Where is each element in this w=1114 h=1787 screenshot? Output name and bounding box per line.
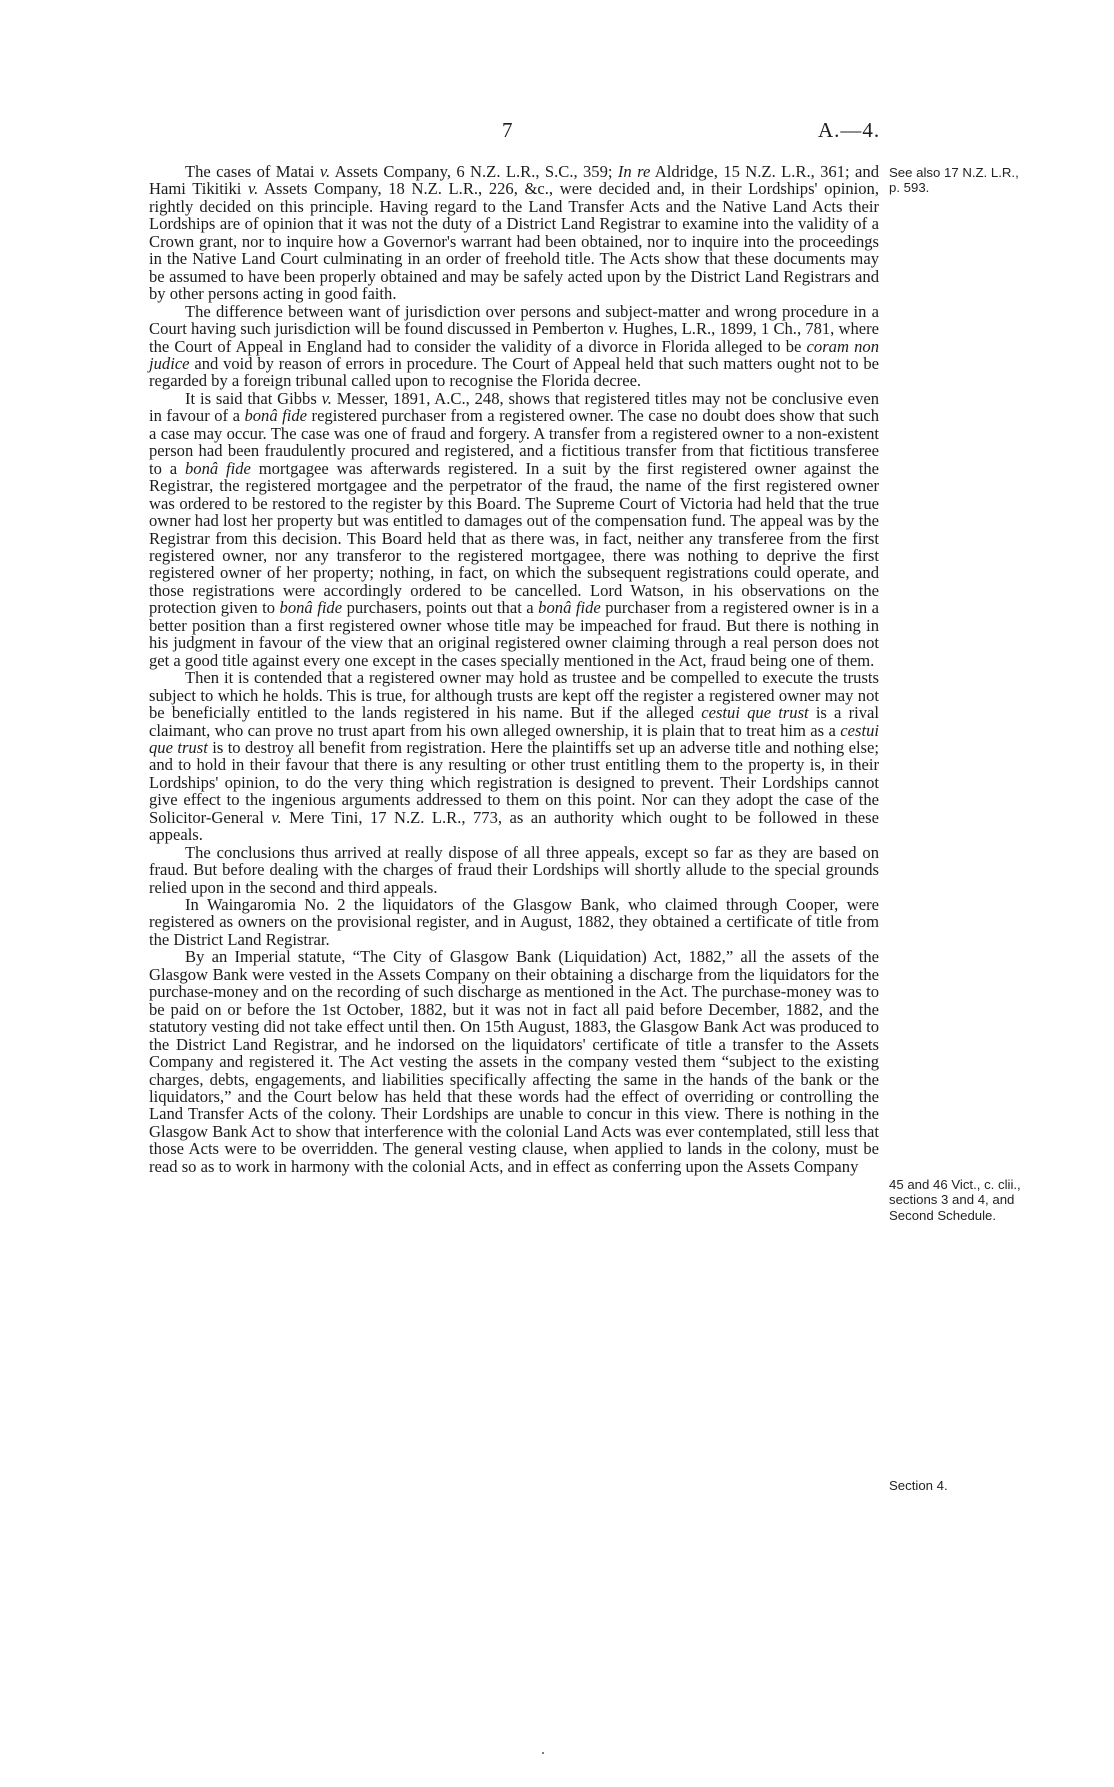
- paragraph: [149, 163, 879, 303]
- italic-text: coram non judice: [149, 336, 879, 373]
- text-segment: The conclusions thus arrived at really dispose of all three appeals, except so far as they are based on fraud. But before dealing with the charges of fraud their Lordships will shortly allude to the special grounds relied upon in the second and third appeals.: [149, 842, 879, 897]
- margin-note: Section 4.: [889, 1478, 948, 1493]
- italic-text: cestui que trust: [149, 720, 879, 757]
- italic-text: In re: [617, 162, 651, 181]
- text-segment: is to destroy all benefit from registration. Here the plaintiffs set up an adverse title and nothing else; and to hold in their favour that there is any resulting or other trust entitling them to the property is, in their Lordships' opinion, to do the very thing which registration is designed to prevent. Their Lordships cannot give effect to the ingenious arguments addressed to them on this point. Nor can they adopt the case of the Solicitor-General: [149, 737, 879, 827]
- paragraph: [149, 844, 879, 896]
- text-segment: Assets Company, 6 N.Z. L.R., S.C., 359;: [330, 162, 618, 181]
- paragraph: [149, 948, 879, 1175]
- text-segment: and void by reason of errors in procedure. The Court of Appeal held that such matters ought not to be regarded by a foreign tribunal called upon to recognise the Florida decree.: [149, 353, 879, 391]
- scan-mark: [542, 1752, 544, 1754]
- text-segment: mortgagee was afterwards registered. In a suit by the first registered owner against the Registrar, the registered mortgagee and the perpetrator of the fraud, the name of the first registered owner was ordered to be restored to the register by this Board. The Supreme Court of Victoria had held that the true owner had lost her property but was entitled to damages out of the compensation fund. The appeal was by the Registrar from this decision. This Board held that as there was, in fact, neither any transferee from the first registered owner, nor any transferor to the registered mortgagee, there was nothing to deprive the first registered owner of her property; nothing, in fact, on which the subsequent registrations could operate, and those registrations were accordingly ordered to be cancelled. Lord Watson, in his observations on the protection given to: [149, 458, 880, 618]
- text-segment: Aldridge, 15 N.Z. L.R., 361; and Hami Tikitiki: [149, 162, 879, 199]
- paragraph: [149, 390, 879, 669]
- italic-text: v.: [271, 807, 282, 827]
- italic-text: bonâ fide: [244, 406, 308, 426]
- text-segment: registered purchaser from a registered owner. The case no doubt does show that such a case may occur. The case was one of fraud and forgery. A transfer from a registered owner to a non-existent person had been fraudulently procured and registered, and a fictitious transfer from that fictitious transferee to a: [149, 406, 879, 478]
- text-segment: is a rival claimant, who can prove no trust apart from his own alleged ownership, it is plain that to treat him as a: [149, 703, 879, 740]
- page-reference: A.—4.: [818, 118, 881, 142]
- italic-text: v.: [248, 179, 259, 199]
- text-segment: Mere Tini, 17 N.Z. L.R., 773, as an authority which ought to be followed in these appeals.: [149, 807, 879, 845]
- paragraph: [149, 669, 879, 844]
- italic-text: bonâ fide: [279, 598, 343, 618]
- italic-text: v.: [319, 162, 331, 181]
- paragraph: [149, 303, 879, 390]
- text-segment: The cases of Matai: [185, 162, 320, 181]
- text-segment: By an Imperial statute, “The City of Glasgow Bank (Liquidation) Act, 1882,” all the assets of the Glasgow Bank were vested in the Assets Company on their obtaining a discharge from the liquidators for the purchase-money and on the recording of such discharge as mentioned in the Act. The purchase-money was to be paid on or before the 1st October, 1882, but it was not in fact all paid before December, 1882, and the statutory vesting did not take effect until then. On 15th August, 1883, the Glasgow Bank Act was produced to the District Land Registrar, and he indorsed on the liquidators' certificate of title a transfer to the Assets Company and registered it. The Act vesting the assets in the company vested them “subject to the existing charges, debts, engagements, and liabilities specifically affecting the same in the hands of the bank or the liquidators,” and the Court below has held that these words had the effect of overriding or controlling the Land Transfer Acts of the colony. Their Lordships are unable to concur in this view. There is nothing in the Glasgow Bank Act to show that interference with the colonial Land Acts was ever contemplated, still less that those Acts were to be overridden. The general vesting clause, when applied to lands in the colony, must be read so as to work in harmony with the colonial Acts, and in effect as conferring upon the Assets Company: [149, 947, 879, 1176]
- page-number: 7: [502, 118, 513, 142]
- italic-text: bonâ fide: [184, 458, 251, 478]
- italic-text: v.: [608, 319, 619, 339]
- text-segment: Messer, 1891, A.C., 248, shows that registered titles may not be conclusive even in favour of a: [149, 388, 879, 426]
- italic-text: v.: [321, 388, 332, 408]
- text-segment: Hughes, L.R., 1899, 1 Ch., 781, where the Court of Appeal in England had to consider the validity of a divorce in Florida alleged to be: [149, 319, 880, 356]
- margin-note: See also 17 N.Z. L.R., p. 593.: [889, 165, 1019, 196]
- text-segment: purchaser from a registered owner is in a better position than a first registered owner whose title may be impeached for fraud. But there is nothing in his judgment in favour of the view that an original registered owner claiming through a real person does not get a good title against every one except in the cases specially mentioned in the Act, fraud being one of them.: [149, 598, 880, 670]
- body-text: [149, 163, 879, 1175]
- italic-text: bonâ fide: [538, 598, 601, 618]
- paragraph: [149, 896, 879, 948]
- text-segment: purchasers, points out that a: [342, 598, 539, 618]
- text-segment: It is said that Gibbs: [185, 388, 322, 408]
- margin-note: 45 and 46 Vict., c. clii., sections 3 and 4, and Second Schedule.: [889, 1177, 1021, 1223]
- italic-text: cestui que trust: [701, 703, 809, 723]
- text-segment: The difference between want of jurisdiction over persons and subject-matter and wrong procedure in a Court having such jurisdiction will be found discussed in Pemberton: [149, 301, 879, 339]
- text-segment: In Waingaromia No. 2 the liquidators of the Glasgow Bank, who claimed through Cooper, were registered as owners on the provisional register, and in August, 1882, they obtained a certificate of title from the District Land Registrar.: [149, 895, 879, 949]
- text-segment: Then it is contended that a registered owner may hold as trustee and be compelled to execute the trusts subject to which he holds. This is true, for although trusts are kept off the register a registered owner may not be beneficially entitled to the lands registered in his name. But if the alleged: [149, 668, 879, 723]
- text-segment: Assets Company, 18 N.Z. L.R., 226, &c., were decided and, in their Lordships' opinion, rightly decided on this principle. Having regard to the Land Transfer Acts and the Native Land Acts their Lordships are of opinion that it was not the duty of a District Land Registrar to examine into the validity of a Crown grant, nor to inquire how a Governor's warrant had been obtained, nor to inquire into the proceedings in the Native Land Court culminating in an order of freehold title. The Acts show that these documents may be assumed to have been properly obtained and may be safely acted upon by the District Land Registrars and by other persons acting in good faith.: [149, 179, 880, 304]
